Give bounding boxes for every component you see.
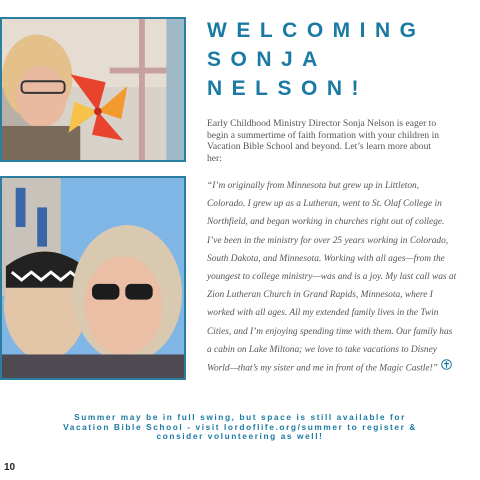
title-line-2: SONJA xyxy=(207,48,327,71)
title-line-1: WELCOMING xyxy=(207,19,426,42)
footer-line-3: consider volunteering as well! xyxy=(156,431,324,441)
photo-sonja-sister-castle xyxy=(0,176,186,380)
footer-line-1: Summer may be in full swing, but space is still available for xyxy=(74,412,406,422)
title-line-3: NELSON! xyxy=(207,77,368,100)
quote-text: “I’m originally from Minnesota but grew up in Littleton, Colorado. I grew up as a Lutheran, went to St. Olaf College in Northfield, and began working in churches right out of college. I’ve been in the ministry for over 25 years working in Colorado, South Dakota, and Minnesota. Working with all ages—from the youngest to college ministry—was and is a joy. My last call was at Zion Lutheran Church in Grand Rapids, Minnesota, where I worked with all ages. All my extended family lives in the Twin Cities, and I’m enjoying spending time with them. Our family has a cabin on Lake Miltona; we love to take vacations to Disney World—that’s my sister and me in front of the Magic Castle!” xyxy=(207,181,457,374)
biography-quote xyxy=(207,177,457,378)
footer-line-2: Vacation Bible School - visit lordoflife.org/summer to register & xyxy=(63,421,417,432)
page-number: 10 xyxy=(4,462,16,473)
cross-circle-icon xyxy=(441,359,452,377)
page-title xyxy=(207,16,477,103)
photo-sonja-pinwheel xyxy=(0,17,186,162)
footer-callout xyxy=(0,413,480,442)
intro-paragraph: Early Childhood Ministry Director Sonja Nelson is eager to begin a summertime of faith formation with your children in Vacation Bible School and beyond. Let’s learn more about her: xyxy=(207,118,440,164)
